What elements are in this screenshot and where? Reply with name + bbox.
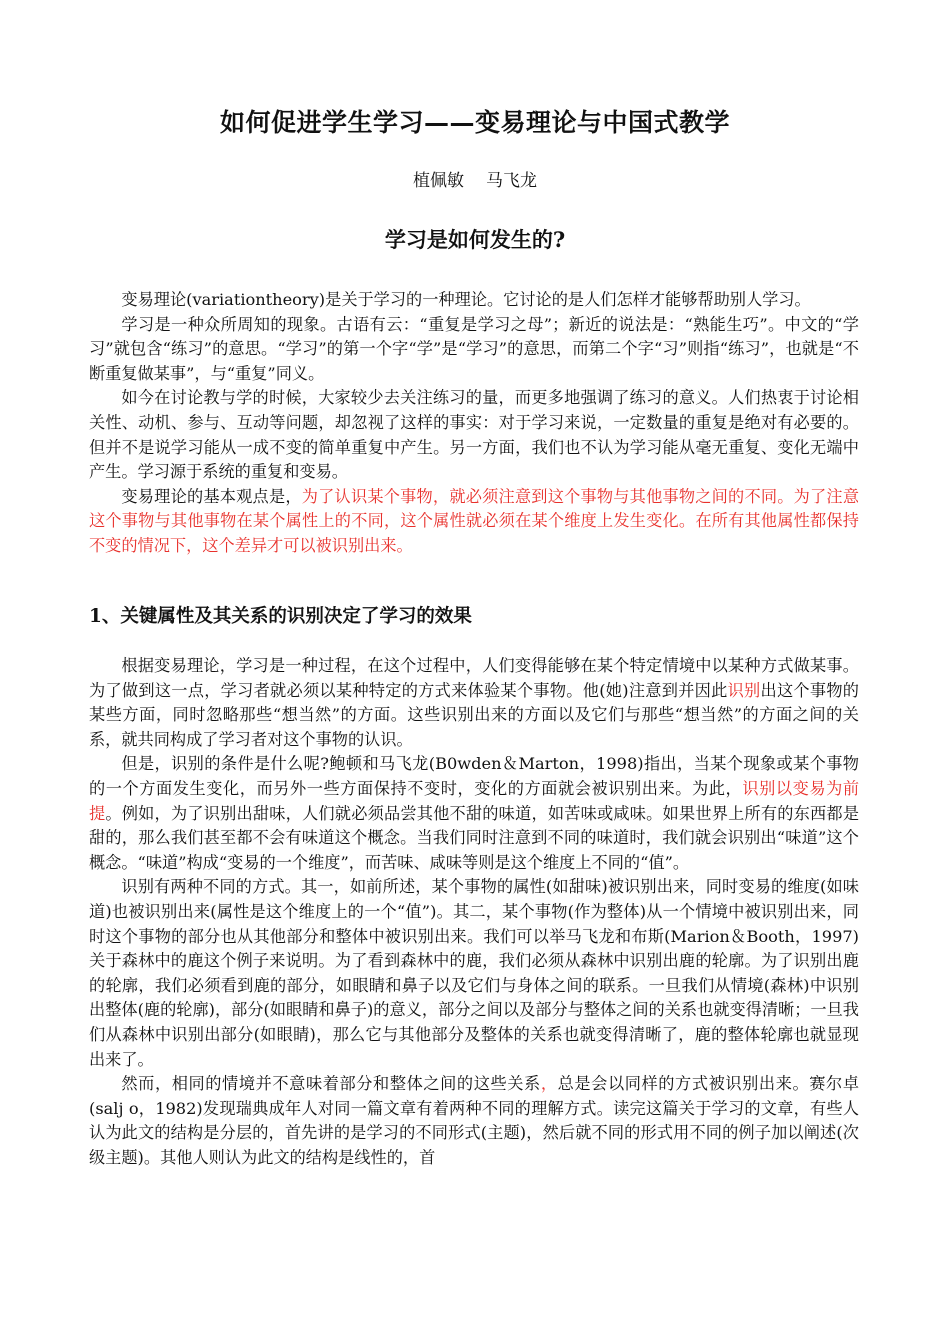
- author-line: [0, 170, 950, 192]
- text-run: 出这个事物的某些方面，同时忽略那些“想当然”的方面。这些识别出来的方面以及它们与那些“想当然”的方面之间的关系，就共同构成了学习者对这个事物的认识。: [89, 680, 859, 749]
- paragraph: [89, 1072, 859, 1170]
- text-run: 总是会以同样的方式被识别出来。赛尔卓(salj o，1982)发现瑞典成年人对同一篇文章有着两种不同的理解方式。读完这篇关于学习的文章，有些人认为此文的结构是分层的，首先讲的是学习的不同形式(主题)，然后就不同的形式用不同的例子加以阐述(次级主题)。其他人则认为此文的结构是线性的，首: [89, 1074, 860, 1167]
- section1-text-block: [89, 654, 859, 1170]
- document-title: 如何促进学生学习——变易理论与中国式教学: [219, 108, 730, 137]
- paragraph: 变易理论(variationtheory)是关于学习的一种理论。它讨论的是人们怎样才能够帮助别人学习。: [121, 290, 811, 309]
- paragraph: 学习是一种众所周知的现象。古语有云：“重复是学习之母”；新近的说法是：“熟能生巧”。中文的“学习”就包含“练习”的意思。“学习”的第一个字“学”是“学习”的意思，而第二个字“习”则指“练习”，也就是“不断重复做某事”，与“重复”同义。: [89, 314, 859, 383]
- highlighted-text: 为了认识某个事物，就必须注意到这个事物与其他事物之间的不同。为了注意这个事物与其他事物在某个属性上的不同，这个属性就必须在某个维度上发生变化。在所有其他属性都保持不变的情况下，这个差异才可以被识别出来。: [89, 486, 860, 555]
- paragraph: [89, 752, 859, 875]
- paragraph: [89, 654, 859, 752]
- highlighted-text: 识别以变易为前提: [89, 778, 860, 823]
- highlighted-text: ，: [540, 1074, 558, 1094]
- highlighted-text: 识别: [727, 680, 761, 700]
- section-heading: 学习是如何发生的?: [384, 227, 566, 252]
- intro-text-block: [89, 288, 859, 559]
- paragraph-lead: 变易理论的基本观点是，: [121, 486, 302, 506]
- paragraph: [89, 485, 859, 559]
- subsection-heading: 1、关键属性及其关系的识别决定了学习的效果: [89, 606, 472, 627]
- paragraph: 如今在讨论教与学的时候，大家较少去关注练习的量，而更多地强调了练习的意义。人们热衷于讨论相关性、动机、参与、互动等问题，却忽视了这样的事实：对于学习来说，一定数量的重复是绝对有必要的。但并不是说学习能从一成不变的简单重复中产生。另一方面，我们也不认为学习能从毫无重复、变化无端中产生。学习源于系统的重复和变易。: [89, 388, 859, 482]
- text-run: 然而，相同的情境并不意味着部分和整体之间的这些关系: [121, 1074, 541, 1094]
- author-name: 马飞龙: [486, 171, 537, 191]
- paragraph: 识别有两种不同的方式。其一，如前所述，某个事物的属性(如甜味)被识别出来，同时变易的维度(如味道)也被识别出来(属性是这个维度上的一个“值”)。其二，某个事物(作为整体)从一个情境中被识别出来，同时这个事物的部分也从其他部分和整体中被识别出来。我们可以举马飞龙和布斯(Marion＆Booth，1997)关于森林中的鹿这个例子来说明。为了看到森林中的鹿，我们必须从森林中识别出鹿的轮廓。为了识别出鹿的轮廓，我们必须看到鹿的部分，如眼睛和鼻子以及它们与身体之间的联系。一旦我们从情境(森林)中识别出整体(鹿的轮廓)，部分(如眼睛和鼻子)的意义，部分之间以及部分与整体之间的关系也就变得清晰；一旦我们从森林中识别出部分(如眼睛)，那么它与其他部分及整体的关系也就变得清晰了，鹿的整体轮廓也就显现出来了。: [89, 877, 859, 1069]
- text-run: 但是，识别的条件是什么呢?鲍顿和马飞龙(B0wden＆Marton，1998)指出，当某个现象或某个事物的一个方面发生变化，而另外一些方面保持不变时，变化的方面就会被识别出来。为此，: [89, 754, 859, 798]
- author-name: 植佩敏: [413, 171, 464, 191]
- text-run: 。例如，为了识别出甜味，人们就必须品尝其他不甜的味道，如苦味或咸味。如果世界上所有的东西都是甜的，那么我们甚至都不会有味道这个概念。当我们同时注意到不同的味道时，我们就会识别出“味道”这个概念。“味道”构成“变易的一个维度”，而苦味、咸味等则是这个维度上不同的“值”。: [89, 803, 859, 872]
- text-run: 根据变易理论，学习是一种过程，在这个过程中，人们变得能够在某个特定情境中以某种方式做某事。为了做到这一点，学习者就必须以某种特定的方式来体验某个事物。他(她)注意到并因此: [89, 656, 859, 700]
